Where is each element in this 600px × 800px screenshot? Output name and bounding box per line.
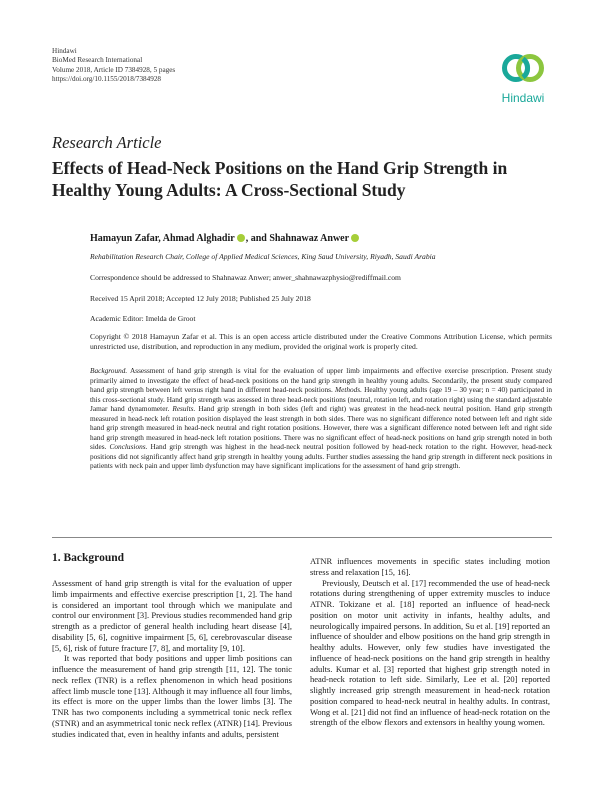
section-heading: 1. Background bbox=[52, 552, 125, 564]
affiliation: Rehabilitation Research Chair, College of Applied Medical Sciences, King Saud University, Riyadh, Saudi Arabia bbox=[90, 252, 436, 261]
publisher-name: Hindawi bbox=[52, 47, 77, 55]
journal-name: BioMed Research International bbox=[52, 56, 143, 65]
author-list bbox=[90, 233, 360, 244]
doi-link[interactable]: https://doi.org/10.1155/2018/7384928 bbox=[52, 75, 162, 84]
body-column-right bbox=[310, 556, 550, 728]
orcid-icon[interactable] bbox=[237, 234, 245, 242]
journal-meta bbox=[52, 47, 175, 85]
article-type: Research Article bbox=[52, 133, 162, 152]
abstract-methods-text: Healthy young adults (age 19 – 30 year; n = 40) participated in this cross-sectional study. Hand grip strength was assessed in three head-neck positions (neutral, rotation left, and rotation right) using the standard adjustable Jamar hand dynamometer. bbox=[90, 385, 552, 414]
body-paragraph: It was reported that body positions and upper limb positions can influence the measurement of hand grip strength [11, 12]. The tonic neck reflex (TNR) is a reflex phenomenon in which head positions affect limb muscle tone [13]. Although it may influence all four limbs, its effect is more on the upper limbs than the lower limbs [3]. The TNR has two components including a symmetrical tonic neck reflex (STNR) and an asymmetrical tonic neck reflex (ATNR) [14]. Previous studies indicated that, even in healthy infants and adults, persistent bbox=[52, 653, 292, 739]
abstract-methods-label: Methods. bbox=[335, 385, 362, 395]
author-name[interactable]: Hamayun Zafar, bbox=[90, 233, 161, 244]
hindawi-wordmark: Hindawi bbox=[501, 91, 545, 105]
article-title: Effects of Head-Neck Positions on the Hand Grip Strength in Healthy Young Adults: A Cross-Sectional Study bbox=[52, 158, 508, 200]
abstract-results-label: Results. bbox=[172, 404, 196, 414]
body-paragraph: Previously, Deutsch et al. [17] recommended the use of head-neck rotations during strengthening of upper extremity muscles to induce ATNR. Tokizane et al. [18] reported an influence of head-neck position on motor unit activity in infants, healthy adults, and neurologically impaired persons. In addition, Su et al. [19] reported an influence of shoulder and elbow positions on the hand grip strength in healthy adults. However, only few studies have investigated the influence of head-neck positions on the hand grip strength in healthy adults. Kumar et al. [3] reported that highest grip strength noted in head-neck rotation to left side. Similarly, Lee et al. [20] reported slightly increased grip strength measurement in head-neck rotation position compared to head-neck neutral in healthy adults. In contrast, Wong et al. [21] did not find an influence of head-neck rotation on the strength of the elbow flexors and extensors in healthy young women. bbox=[310, 577, 550, 728]
copyright-notice: Copyright © 2018 Hamayun Zafar et al. This is an open access article distributed under the Creative Commons Attribution License, which permits unrestricted use, distribution, and reproduction in any medium, provided the original work is properly cited. bbox=[90, 332, 552, 352]
author-name[interactable]: Shahnawaz Anwer bbox=[269, 233, 350, 244]
abstract-conclusions-text: Hand grip strength was highest in the head-neck neutral position followed by head-neck rotation to the right. However, head-neck positions did not significantly affect hand grip strength in healthy young adults. Further studies assessing the hand grip strength in different neck positions in patients with neck pain and upper limb dysfunction may have significant implications for the assessment of hand grip strength. bbox=[90, 442, 552, 471]
correspondence: Correspondence should be addressed to Shahnawaz Anwer; anwer_shahnawazphysio@rediffmail.com bbox=[90, 273, 401, 282]
publication-dates: Received 15 April 2018; Accepted 12 July 2018; Published 25 July 2018 bbox=[90, 294, 311, 303]
orcid-icon[interactable] bbox=[351, 234, 359, 242]
abstract-background-label: Background. bbox=[90, 366, 128, 375]
abstract-conclusions-label: Conclusions. bbox=[109, 442, 148, 452]
abstract-results-text: Hand grip strength in both sides (left and right) was greatest in the head-neck neutral position. Hand grip strength measured in head-neck left rotation position displayed the least strength in both sides. There was no significant difference noted between left and right side hand grip strength measured in head-neck neutral and right rotation positions. However, there was a significant difference noted between left and right side hand grip strength measured in head-neck left rotation positions. There was no significant effect of head-neck positions on hand grip strength noted in both sides. bbox=[90, 404, 552, 452]
author-name[interactable]: Ahmad Alghadir bbox=[162, 233, 235, 244]
academic-editor: Academic Editor: Imelda de Groot bbox=[90, 314, 196, 323]
abstract-background-text: Assessment of hand grip strength is vital for the evaluation of upper limb impairments and effective exercise prescription. Present study primarily aimed to investigate the effect of head-neck positions on the hand grip strength in healthy young adults. Secondarily, the present study compared hand grip strength between left versus right hand in different head-neck positions. bbox=[90, 366, 552, 395]
volume-info: Volume 2018, Article ID 7384928, 5 pages bbox=[52, 65, 176, 74]
body-paragraph: ATNR influences movements in specific states including motion stress and relaxation [15, 16]. bbox=[310, 556, 550, 577]
section-divider bbox=[52, 537, 552, 538]
abstract bbox=[90, 366, 552, 471]
body-column-left bbox=[52, 578, 292, 739]
author-separator: , and bbox=[245, 233, 267, 244]
body-paragraph: Assessment of hand grip strength is vital for the evaluation of upper limb impairments and effective exercise prescription [1, 2]. The hand is considered an important tool through which we manipulate and control our environment [3]. Previous studies recommended hand grip strength as a predictor of general health including heart disease [4], disability [5, 6], cognitive impairment [5, 6], cerebrovascular disease [5, 6], risk of future fracture [7, 8], and mortality [9, 10]. bbox=[52, 578, 292, 653]
